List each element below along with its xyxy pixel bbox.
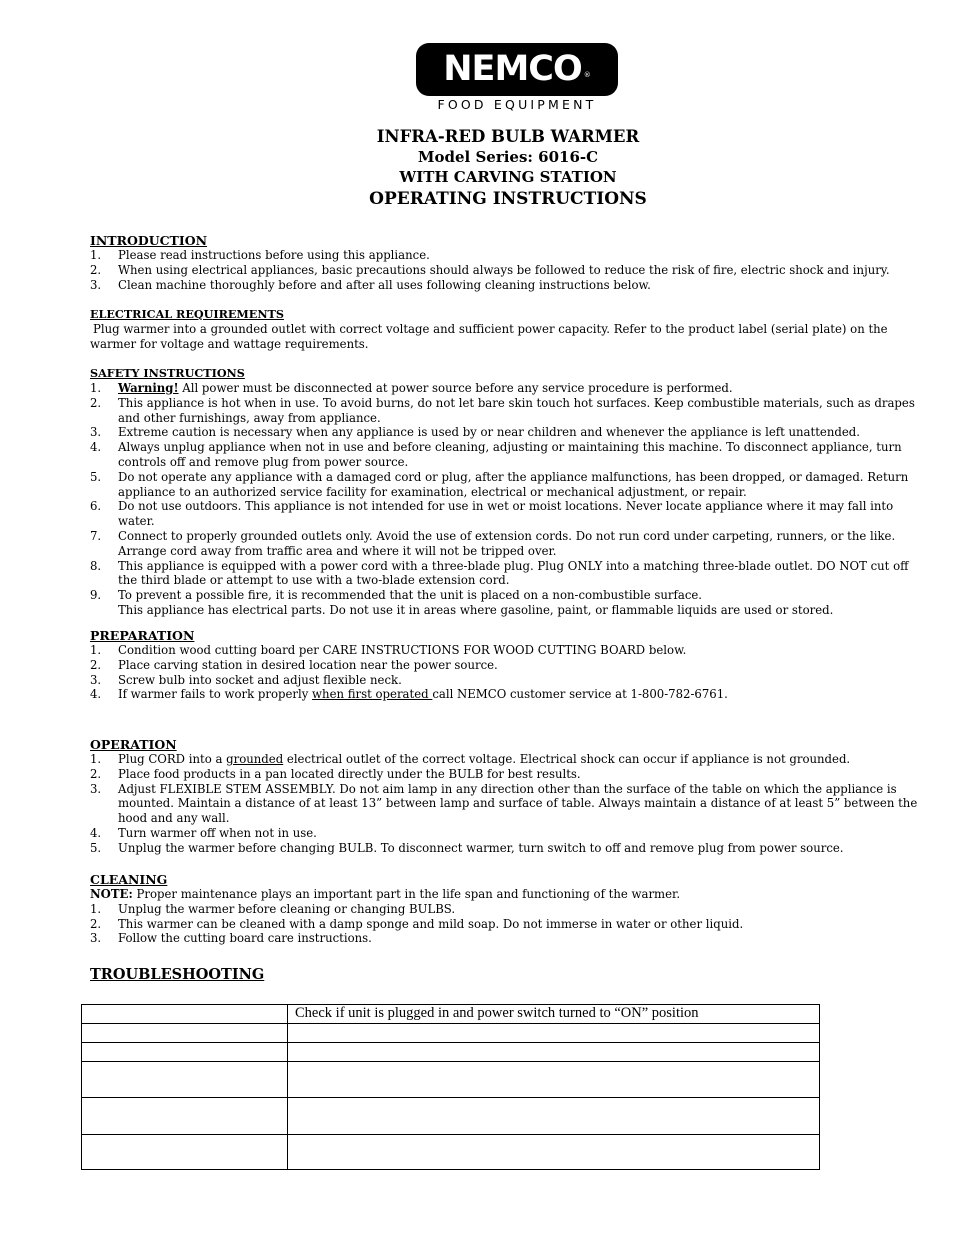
cleaning-section — [90, 872, 930, 946]
list-item: 4. Always unplug appliance when not in use and before cleaning, adjusting or maintaining this machine. To disconnect appliance, turn controls off and remove plug from power source. — [90, 440, 902, 469]
section-heading: CLEANING — [90, 872, 168, 887]
document-title: OPERATING INSTRUCTIONS — [369, 189, 647, 209]
list-item: 1. Unplug the warmer before cleaning or changing BULBS. — [90, 901, 456, 916]
list-item: 2. This appliance is hot when in use. To avoid burns, do not let bare skin touch hot surfaces. Keep combustible materials, such as drapes and other furnishings, away from appliance. — [90, 395, 915, 425]
table-row — [82, 1005, 820, 1024]
electrical-requirements-section — [90, 307, 930, 352]
table-row — [82, 1098, 820, 1135]
table-row — [82, 1024, 820, 1043]
list-item: 2. Place food products in a pan located directly under the BULB for best results. — [90, 766, 581, 781]
list-item: 3. Extreme caution is necessary when any appliance is used by or near children and whenever the appliance is left unattended. — [90, 425, 860, 440]
document-title-block — [0, 126, 954, 210]
section-heading: OPERATION — [90, 737, 177, 752]
list-item: 4. Turn warmer off when not in use. — [90, 825, 317, 840]
table-row — [82, 1062, 820, 1098]
product-subtitle: WITH CARVING STATION — [399, 168, 617, 186]
solution-cell — [288, 1135, 820, 1170]
list-item: 2. When using electrical appliances, basic precautions should always be followed to reduce the risk of fire, electric shock and injury. — [90, 262, 890, 277]
problem-cell — [82, 1024, 288, 1043]
note-paragraph: NOTE: Proper maintenance plays an important part in the life span and functioning of the warmer. — [90, 887, 681, 901]
warning-label: Warning! — [118, 381, 179, 395]
logo-badge — [416, 43, 618, 96]
solution-cell — [288, 1024, 820, 1043]
model-series: Model Series: 6016-C — [417, 148, 599, 166]
product-title: INFRA-RED BULB WARMER — [376, 127, 640, 146]
list-item: 5. Unplug the warmer before changing BULB. To disconnect warmer, turn switch to off and remove plug from power source. — [90, 840, 844, 855]
list-item: 3. Screw bulb into socket and adjust flexible neck. — [90, 672, 402, 687]
list-item: 2. This warmer can be cleaned with a damp sponge and mild soap. Do not immerse in water or other liquid. — [90, 916, 744, 931]
section-heading: SAFETY INSTRUCTIONS — [90, 366, 245, 380]
list-item: 3. Clean machine thoroughly before and after all uses following cleaning instructions below. — [90, 277, 651, 292]
problem-cell — [82, 1043, 288, 1062]
problem-cell — [82, 1005, 288, 1024]
list-item: 2. Place carving station in desired location near the power source. — [90, 657, 498, 672]
logo-wordmark: NEMCO — [443, 49, 582, 89]
problem-cell — [82, 1135, 288, 1170]
troubleshooting-table — [81, 1004, 820, 1170]
table-row — [82, 1135, 820, 1170]
section-heading: INTRODUCTION — [90, 233, 208, 248]
problem-cell — [82, 1098, 288, 1135]
list-item: 1. Condition wood cutting board per CARE INSTRUCTIONS FOR WOOD CUTTING BOARD below. — [90, 643, 687, 657]
introduction-section — [90, 233, 930, 292]
list-item: 7. Connect to properly grounded outlets only. Avoid the use of extension cords. Do not run cord under carpeting, runners, or the like. Arrange cord away from traffic area and where it will not be tripped over. — [90, 528, 896, 558]
solution-cell: Check if unit is plugged in and power switch turned to “ON” position — [288, 1005, 820, 1024]
troubleshooting-heading: TROUBLESHOOTING — [90, 966, 265, 983]
list-item: 3. Follow the cutting board care instructions. — [90, 931, 372, 946]
list-item: 1. Please read instructions before using this appliance. — [90, 248, 430, 262]
paragraph: Plug warmer into a grounded outlet with correct voltage and sufficient power capacity. Refer to the product label (serial plate) on the warmer for voltage and wattage requirements. — [90, 322, 888, 351]
list-item: 6. Do not use outdoors. This appliance is not intended for use in wet or moist locations. Never locate appliance where it may fall into water. — [90, 499, 894, 529]
table-row — [82, 1043, 820, 1062]
preparation-section — [90, 628, 930, 702]
list-item: 8. This appliance is equipped with a power cord with a three-blade plug. Plug ONLY into a matching three-blade outlet. DO NOT cut off the third blade or attempt to use with a two-blade extension cord. — [90, 558, 909, 588]
list-item: 4. If warmer fails to work properly when first operated call NEMCO customer service at 1-800-782-6761. — [90, 687, 728, 702]
list-item: 3. Adjust FLEXIBLE STEM ASSEMBLY. Do not aim lamp in any direction other than the surface of the table on which the appliance is mounted. Maintain a distance of at least 13” between lamp and surface of table. Always maintain a distance of at least 5” between the hood and any wall. — [90, 781, 918, 826]
list-item: 9. To prevent a possible fire, it is recommended that the unit is placed on a non-combustible surface. This appliance has electrical parts. Do not use it in areas where gasoline, paint, or flammable liquids are used or stored. — [90, 588, 834, 617]
list-item: 1. Warning! All power must be disconnected at power source before any service procedure is performed. — [90, 381, 733, 395]
nemco-logo — [416, 43, 618, 112]
list-item: 5. Do not operate any appliance with a damaged cord or plug, after the appliance malfunctions, has been dropped, or damaged. Return appliance to an authorized service facility for examination, electrical or mechanical adjustment, or repair. — [90, 469, 909, 499]
solution-cell — [288, 1098, 820, 1135]
solution-cell — [288, 1043, 820, 1062]
logo-tagline: FOOD EQUIPMENT — [437, 97, 597, 112]
section-heading: PREPARATION — [90, 628, 195, 643]
problem-cell — [82, 1062, 288, 1098]
solution-cell — [288, 1062, 820, 1098]
safety-instructions-section — [90, 366, 930, 618]
list-item: 1. Plug CORD into a grounded electrical outlet of the correct voltage. Electrical shock can occur if appliance is not grounded. — [90, 752, 851, 766]
operation-section — [90, 737, 930, 856]
registered-mark: ® — [583, 70, 591, 79]
section-heading: ELECTRICAL REQUIREMENTS — [90, 307, 284, 321]
